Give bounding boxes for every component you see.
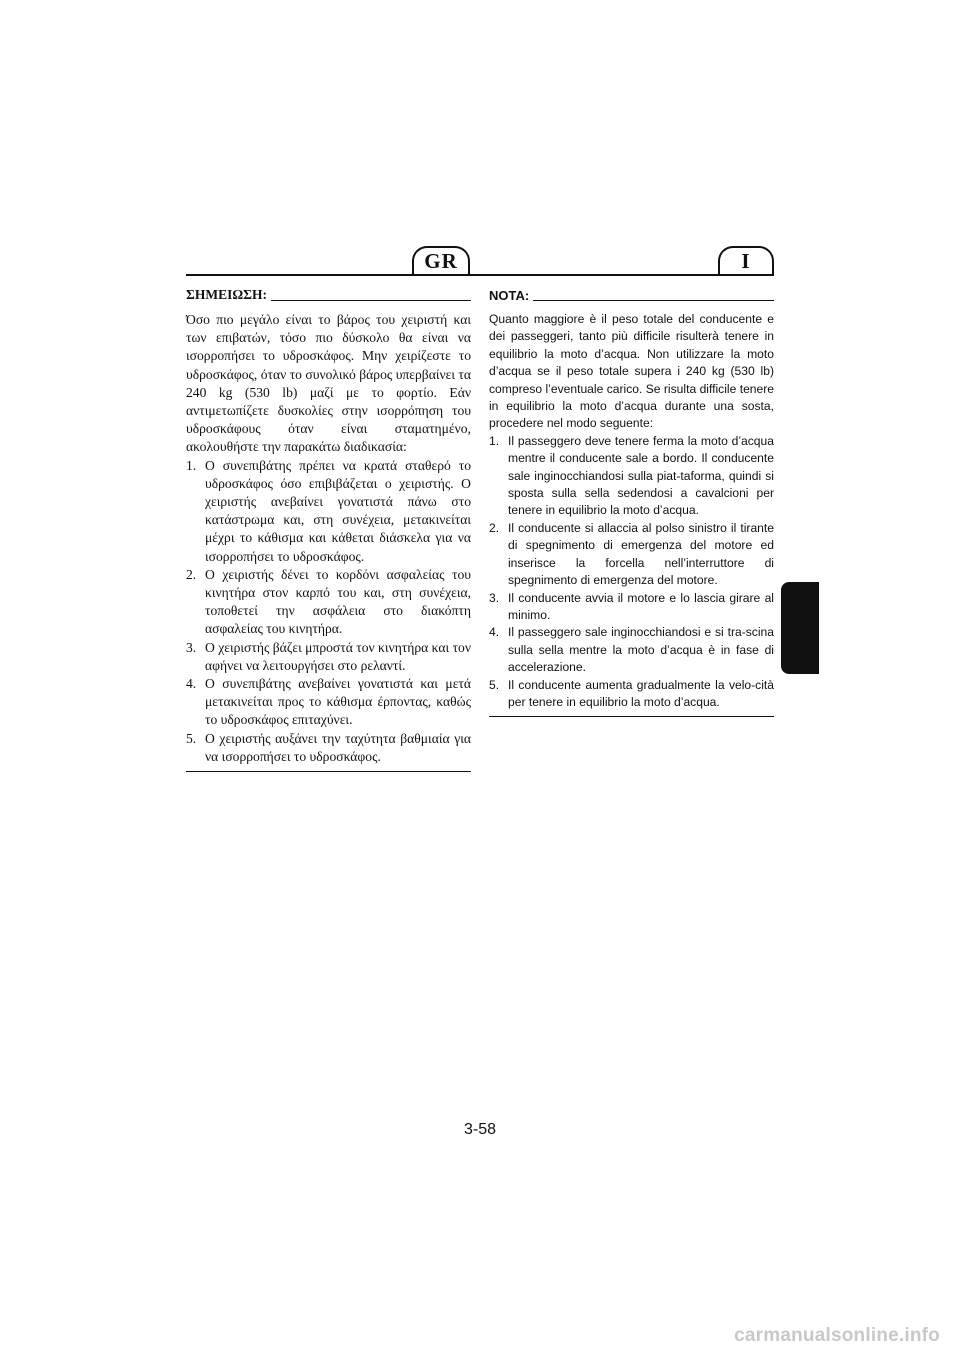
- list-item: [186, 730, 471, 766]
- chapter-thumb-tab: [781, 582, 819, 674]
- step-number: 4.: [186, 676, 197, 692]
- step-number: 5.: [186, 730, 197, 746]
- greek-note-intro: Όσο πιο μεγάλο είναι το βάρος του χειριστή και των επιβατών, τόσο πιο δύσκολο θα είναι να ισορροπήσει το υδροσκάφος. Μην χειρίζεστε το υδροσκάφος, όταν το συνολικό βάρος υπερβαίνει τα 240 kg (530 lb) μαζί με το φορτίο. Εάν αντιμετωπίζετε δυσκολίες στην ισορρόπηση του υδροσκάφους όταν είναι σταματημένο, ακολουθήστε την παρακάτω διαδικασία:: [186, 312, 471, 455]
- step-number: 4.: [489, 625, 500, 640]
- step-text: Il passeggero deve tenere ferma la moto d’acqua mentre il conducente sale a bordo. Il conducente sale inginocchiandosi sulla piat-taforma, quindi si sposta sulla sella sedendosi a cavalcioni per tenere in equilibrio la moto d’acqua.: [508, 433, 774, 518]
- italian-note-end-rule: [489, 716, 774, 717]
- step-text: Ο χειριστής αυξάνει την ταχύτητα βαθμιαία για να ισορροπήσει το υδροσκάφος.: [205, 730, 471, 764]
- italian-note-header: [489, 288, 774, 304]
- italian-column: [489, 288, 774, 717]
- italian-note-intro: Quanto maggiore è il peso totale del conducente e dei passeggeri, tanto più difficile risulterà tenere in equilibrio la moto d’acqua. Non utilizzare la moto d’acqua se il peso totale supera i 240 kg (530 lb) compreso l’eventuale carico. Se risulta difficile tenere in equilibrio la moto d’acqua durante una sosta, procedere nel modo seguente:: [489, 312, 774, 431]
- language-badge-greek: GR: [412, 246, 470, 274]
- step-number: 3.: [489, 590, 500, 605]
- list-item: [489, 590, 774, 625]
- step-text: Il conducente si allaccia al polso sinistro il tirante di spegnimento di emergenza del motore ed inserisce la forcella nell’interruttore di spegnimento di emergenza del motore.: [508, 520, 774, 588]
- header-rule: [186, 274, 774, 276]
- greek-note-header: [186, 288, 471, 304]
- step-text: Ο χειριστής βάζει μπροστά τον κινητήρα και τον αφήνει να λειτουργήσει στο ρελαντί.: [205, 639, 471, 673]
- list-item: [489, 677, 774, 712]
- greek-column: [186, 288, 471, 772]
- step-number: 2.: [489, 520, 500, 535]
- step-number: 3.: [186, 639, 197, 655]
- italian-note-rule: [533, 300, 774, 301]
- step-number: 2.: [186, 566, 197, 582]
- step-text: Ο συνεπιβάτης πρέπει να κρατά σταθερό το υδροσκάφος όσο επιβιβάζεται ο χειριστής. Ο χειριστής ανεβαίνει γονατιστά πάνω στο κατάστρωμα και, στη συνέχεια, μετακινείται μέχρι το κάθισμα και κάθεται διάσκελα για να ισορροπήσει το υδροσκάφος.: [205, 457, 471, 564]
- list-item: [489, 433, 774, 520]
- greek-note-title: ΣΗΜΕΙΩΣΗ:: [186, 286, 267, 302]
- greek-note-end-rule: [186, 771, 471, 772]
- list-item: [186, 457, 471, 566]
- list-item: [186, 639, 471, 675]
- page-number: 3-58: [463, 1121, 497, 1138]
- step-text: Ο συνεπιβάτης ανεβαίνει γονατιστά και μετά μετακινείται προς το κάθισμα έρποντας, καθώς το υδροσκάφος επιταχύνει.: [205, 676, 471, 728]
- list-item: [186, 566, 471, 639]
- list-item: [489, 520, 774, 590]
- step-text: Ο χειριστής δένει το κορδόνι ασφαλείας του κινητήρα στον καρπό του και, στη συνέχεια, τοποθετεί την ασφάλεια στο διακόπτη ασφαλείας του κινητήρα.: [205, 566, 471, 637]
- language-badge-italian: I: [718, 246, 774, 274]
- step-text: Il passeggero sale inginocchiandosi e si tra-scina sulla sella mentre la moto d’acqua è in fase di accelerazione.: [508, 625, 774, 675]
- greek-step-list: [186, 457, 471, 766]
- italian-step-list: [489, 433, 774, 712]
- italian-note-title: NOTA:: [489, 287, 530, 303]
- greek-note-rule: [271, 300, 471, 301]
- list-item: [489, 624, 774, 676]
- step-text: Il conducente avvia il motore e lo lascia girare al minimo.: [508, 590, 774, 622]
- watermark: carmanualsonline.info: [734, 1325, 940, 1346]
- step-number: 1.: [186, 457, 197, 473]
- list-item: [186, 675, 471, 730]
- step-number: 5.: [489, 677, 500, 692]
- step-number: 1.: [489, 433, 500, 448]
- step-text: Il conducente aumenta gradualmente la velo-cità per tenere in equilibrio la moto d’acqua.: [508, 677, 774, 709]
